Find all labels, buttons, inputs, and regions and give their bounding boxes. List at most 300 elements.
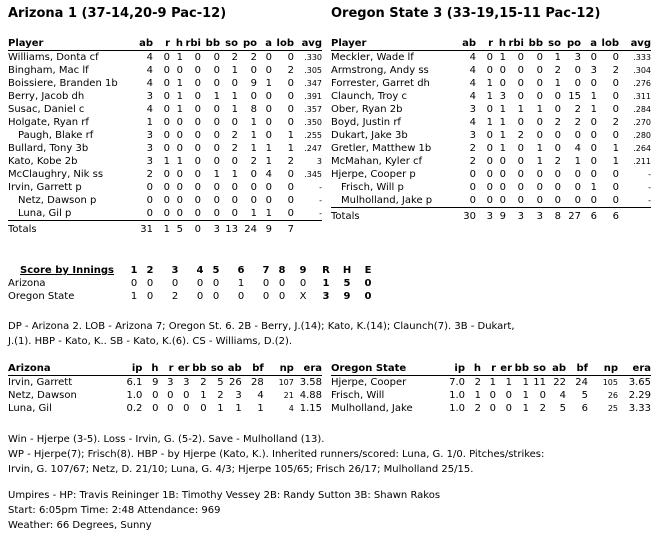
stat-so: 0	[554, 143, 561, 154]
stat-bb: 0	[213, 208, 220, 219]
stat-a: 0	[590, 130, 597, 141]
stat-po: 1	[250, 208, 257, 219]
inning-6-score: 0	[237, 291, 245, 302]
pitch-stat-bf: 4	[257, 390, 264, 401]
pitching-header-ab: ab	[227, 363, 242, 374]
inning-6-score: 1	[237, 278, 245, 289]
stat-h: 1	[499, 104, 506, 115]
inning-7-score: 0	[262, 291, 270, 302]
player-name: Dukart, Jake 3b	[331, 130, 408, 141]
player-name: Forrester, Garret dh	[331, 78, 430, 89]
stat-avg: .391	[304, 92, 322, 101]
stat-ab: 0	[146, 195, 153, 206]
player-row	[331, 77, 651, 90]
player-name: Gretler, Matthew 1b	[331, 143, 432, 154]
stat-bb: 1	[536, 143, 543, 154]
inning-9-score: X	[299, 291, 307, 302]
stat-po: 1	[574, 156, 581, 167]
stat-r: 0	[486, 52, 493, 63]
stat-ab: 0	[469, 182, 476, 193]
stat-a: 1	[265, 143, 272, 154]
stat-bb: 1	[213, 169, 220, 180]
column-header-so: so	[225, 38, 238, 49]
total-ab: 30	[463, 211, 476, 222]
column-header-bb: bb	[205, 38, 220, 49]
stat-ab: 3	[146, 91, 153, 102]
column-header-Player: Player	[331, 38, 367, 49]
pitcher-row	[8, 402, 322, 415]
pitch-stat-era: 2.29	[628, 390, 651, 401]
pitch-stat-era: 4.88	[299, 390, 322, 401]
stat-r: 0	[486, 143, 493, 154]
stat-so: 0	[554, 182, 561, 193]
totals-label: Totals	[331, 211, 360, 222]
stat-h: 1	[176, 78, 183, 89]
pitch-stat-r: 0	[167, 390, 174, 401]
stat-h: 0	[176, 182, 183, 193]
inning-2-score: 0	[146, 291, 154, 302]
home-pitching-table	[331, 362, 651, 415]
pitch-stat-r: 0	[167, 403, 174, 414]
total-ab: 31	[140, 224, 153, 235]
player-name: Susac, Daniel c	[8, 104, 85, 115]
pitch-stat-ab: 22	[553, 377, 566, 388]
stat-r: 0	[486, 65, 493, 76]
stat-so: 1	[231, 104, 238, 115]
column-header-avg: avg	[301, 38, 322, 49]
stat-r: 0	[163, 208, 170, 219]
stat-a: 0	[265, 195, 272, 206]
column-header-lob: lob	[601, 38, 619, 49]
pitching-header-h: h	[473, 363, 481, 374]
stat-lob: 0	[287, 195, 294, 206]
pitch-stat-h: 2	[474, 377, 481, 388]
stat-rbi: 0	[194, 65, 201, 76]
stat-avg: .270	[633, 118, 651, 127]
stat-ab: 4	[469, 65, 476, 76]
stat-avg: .264	[633, 144, 651, 153]
stat-po: 2	[250, 52, 257, 63]
stat-h: 0	[176, 208, 183, 219]
start-time-line: Start: 6:05pm Time: 2:48 Attendance: 969	[8, 505, 221, 516]
pitching-summary-line-1: Win - Hjerpe (3-5). Loss - Irvin, G. (5-2). Save - Mulholland (13).	[8, 434, 325, 445]
inning-header-6: 6	[237, 265, 245, 276]
stat-po: 1	[250, 117, 257, 128]
total-r: 3	[486, 211, 493, 222]
stat-rbi: 0	[194, 52, 201, 63]
stat-r: 0	[486, 104, 493, 115]
stat-avg: .276	[633, 79, 651, 88]
player-row	[331, 194, 651, 208]
inning-header-5: 5	[212, 265, 220, 276]
stat-bb: 0	[213, 117, 220, 128]
stat-rbi: 0	[517, 78, 524, 89]
stat-so: 2	[554, 65, 561, 76]
column-header-h: h	[498, 38, 506, 49]
player-name: Holgate, Ryan rf	[8, 117, 89, 128]
column-header-avg: avg	[630, 38, 651, 49]
stat-lob: 1	[287, 130, 294, 141]
stat-po: 0	[574, 130, 581, 141]
stat-ab: 4	[469, 91, 476, 102]
stat-so: 1	[231, 65, 238, 76]
total-lob: 7	[287, 224, 294, 235]
stat-rbi: 0	[517, 65, 524, 76]
stat-lob: 0	[287, 169, 294, 180]
inning-1-score: 0	[130, 278, 138, 289]
stat-ab: 0	[146, 182, 153, 193]
stat-a: 1	[265, 208, 272, 219]
inning-3-score: 2	[171, 291, 179, 302]
total-rbi: 3	[517, 211, 524, 222]
pitch-stat-bb: 1	[200, 390, 207, 401]
stat-lob: 0	[612, 78, 619, 89]
stat-lob: 0	[287, 117, 294, 128]
stat-so: 1	[554, 78, 561, 89]
player-name: Irvin, Garrett p	[8, 182, 82, 193]
stat-h: 0	[499, 156, 506, 167]
pitching-header-so: so	[210, 363, 224, 374]
player-row	[8, 103, 322, 116]
inning-8-score: 0	[278, 291, 286, 302]
stat-rbi: 0	[194, 78, 201, 89]
stat-avg: .255	[304, 131, 322, 140]
stat-rbi: 0	[194, 195, 201, 206]
stat-bb: 0	[536, 130, 543, 141]
errors-total: 0	[364, 291, 372, 302]
player-name: Frisch, Will p	[341, 182, 404, 193]
stat-bb: 0	[213, 65, 220, 76]
inning-9-score: 0	[299, 278, 307, 289]
stat-ab: 4	[146, 52, 153, 63]
stat-po: 0	[250, 195, 257, 206]
pitching-header-h: h	[151, 363, 159, 374]
stat-po: 0	[250, 169, 257, 180]
stat-ab: 3	[146, 130, 153, 141]
stat-po: 0	[574, 195, 581, 206]
player-row	[8, 90, 322, 103]
stat-r: 0	[163, 52, 170, 63]
stat-so: 2	[231, 143, 238, 154]
pitching-header-bf: bf	[576, 363, 588, 374]
player-name: Bullard, Tony 3b	[8, 143, 89, 154]
stat-a: 0	[265, 182, 272, 193]
stat-bb: 0	[213, 52, 220, 63]
player-name: Williams, Donta cf	[8, 52, 99, 63]
team-name: Oregon State	[8, 291, 75, 302]
stat-so: 0	[554, 130, 561, 141]
stat-lob: 0	[612, 91, 619, 102]
stat-avg: .304	[633, 66, 651, 75]
stat-r: 1	[486, 117, 493, 128]
stat-a: 1	[590, 104, 597, 115]
stat-avg: -	[648, 196, 651, 205]
home-batting-header	[331, 37, 651, 51]
player-row	[8, 51, 322, 65]
stat-a: 1	[590, 91, 597, 102]
score-by-innings-table	[8, 264, 378, 303]
stat-ab: 4	[146, 104, 153, 115]
stat-po: 1	[250, 143, 257, 154]
away-pitching-body	[8, 376, 322, 416]
pitch-stat-ab: 3	[235, 390, 242, 401]
player-row	[331, 168, 651, 181]
pitcher-name: Hjerpe, Cooper	[331, 377, 407, 388]
stat-a: 4	[265, 169, 272, 180]
inning-header-E: E	[364, 265, 372, 276]
stat-h: 1	[176, 104, 183, 115]
stat-po: 0	[250, 182, 257, 193]
stat-so: 0	[231, 182, 238, 193]
stat-so: 0	[231, 156, 238, 167]
stat-rbi: 1	[517, 104, 524, 115]
stat-ab: 4	[469, 117, 476, 128]
total-bb: 3	[213, 224, 220, 235]
pitch-stat-np: 26	[607, 391, 618, 400]
stat-h: 0	[176, 130, 183, 141]
pitcher-name: Luna, Gil	[8, 403, 52, 414]
pitch-stat-ip: 1.0	[449, 390, 465, 401]
stat-r: 1	[486, 78, 493, 89]
stat-so: 0	[231, 117, 238, 128]
stat-a: 0	[590, 78, 597, 89]
team-name: Arizona	[8, 278, 46, 289]
column-header-so: so	[548, 38, 561, 49]
inning-4-score: 0	[196, 278, 204, 289]
player-name: Ober, Ryan 2b	[331, 104, 403, 115]
stat-a: 0	[265, 52, 272, 63]
stat-po: 8	[250, 104, 257, 115]
stat-h: 1	[499, 130, 506, 141]
pitch-stat-np: 25	[607, 404, 618, 413]
stat-po: 9	[250, 78, 257, 89]
stat-rbi: 0	[194, 143, 201, 154]
player-row	[331, 181, 651, 194]
stat-so: 2	[231, 52, 238, 63]
stat-ab: 3	[146, 143, 153, 154]
pitcher-name: Netz, Dawson	[8, 390, 77, 401]
stat-avg: -	[319, 183, 322, 192]
pitch-stat-ab: 26	[228, 377, 242, 388]
stat-rbi: 0	[194, 117, 201, 128]
total-so: 8	[554, 211, 561, 222]
home-pitching-header	[331, 362, 651, 376]
pitch-stat-er: 0	[183, 403, 190, 414]
inning-3-score: 0	[171, 278, 179, 289]
column-header-r: r	[488, 38, 493, 49]
stat-bb: 0	[213, 143, 220, 154]
stat-a: 1	[590, 182, 597, 193]
player-name: Bingham, Mac lf	[8, 65, 89, 76]
stat-so: 2	[554, 117, 561, 128]
stat-r: 0	[163, 91, 170, 102]
stat-avg: .247	[304, 144, 322, 153]
stat-bb: 0	[536, 169, 543, 180]
pitch-stat-bb: 1	[522, 403, 529, 414]
pitch-stat-np: 4	[288, 404, 294, 413]
pitching-header-np: np	[279, 363, 294, 374]
inning-7-score: 0	[262, 278, 270, 289]
pitch-stat-ip: 7.0	[449, 377, 465, 388]
inning-4-score: 0	[196, 291, 204, 302]
stat-so: 0	[231, 195, 238, 206]
pitching-header-ip: ip	[131, 363, 143, 374]
total-lob: 6	[612, 211, 619, 222]
player-row	[8, 116, 322, 129]
stat-lob: 0	[612, 104, 619, 115]
hits-total: 9	[343, 291, 351, 302]
player-name: McClaughry, Nik ss	[8, 169, 104, 180]
stat-so: 0	[231, 208, 238, 219]
player-name: Boissiere, Branden 1b	[8, 78, 118, 89]
stat-h: 3	[499, 91, 506, 102]
pitch-stat-ip: 1.0	[449, 403, 465, 414]
pitching-header-bb: bb	[192, 363, 207, 374]
player-name: Luna, Gil p	[18, 208, 72, 219]
player-row	[331, 129, 651, 142]
stat-r: 0	[163, 130, 170, 141]
total-h: 9	[499, 211, 506, 222]
away-batting-table	[8, 37, 322, 236]
stat-po: 0	[574, 169, 581, 180]
score-by-innings-title: Score by Innings	[20, 265, 114, 276]
column-header-po: po	[566, 38, 581, 49]
score-by-innings-header	[8, 264, 378, 277]
player-name: Netz, Dawson p	[18, 195, 97, 206]
pitch-stat-bb: 2	[200, 377, 207, 388]
stat-bb: 0	[213, 78, 220, 89]
stat-rbi: 0	[194, 130, 201, 141]
stat-h: 0	[499, 182, 506, 193]
stat-h: 0	[499, 195, 506, 206]
inning-5-score: 0	[212, 278, 220, 289]
stat-po: 0	[574, 78, 581, 89]
stat-bb: 0	[536, 91, 543, 102]
total-avg	[294, 221, 322, 237]
stat-po: 2	[574, 117, 581, 128]
pitch-stat-so: 2	[217, 390, 224, 401]
score-row	[8, 290, 378, 303]
stat-so: 0	[554, 195, 561, 206]
inning-header-7: 7	[262, 265, 270, 276]
away-batting-header	[8, 37, 322, 51]
player-row	[331, 155, 651, 168]
inning-2-score: 0	[146, 278, 154, 289]
stat-po: 0	[574, 65, 581, 76]
totals-row	[8, 221, 322, 237]
stat-bb: 0	[213, 182, 220, 193]
stat-lob: 0	[287, 91, 294, 102]
stat-a: 0	[265, 91, 272, 102]
stat-r: 0	[163, 78, 170, 89]
player-row	[8, 207, 322, 221]
stat-po: 2	[574, 104, 581, 115]
stat-ab: 2	[469, 143, 476, 154]
player-row	[331, 116, 651, 129]
stat-ab: 3	[469, 104, 476, 115]
pitch-stat-er: 0	[505, 390, 512, 401]
column-header-rbi: rbi	[185, 38, 201, 49]
stat-lob: 0	[287, 104, 294, 115]
stat-ab: 4	[146, 65, 153, 76]
stat-so: 1	[231, 91, 238, 102]
pitching-summary-line-3: Irvin, G. 107/67; Netz, D. 21/10; Luna, G. 4/3; Hjerpe 105/65; Frisch 26/17; Mulholland 25/15.	[8, 464, 474, 475]
stat-avg: .357	[304, 105, 322, 114]
pitch-stat-r: 0	[489, 403, 496, 414]
player-row	[8, 155, 322, 168]
stat-h: 1	[499, 117, 506, 128]
stat-r: 0	[486, 130, 493, 141]
stat-avg: -	[648, 170, 651, 179]
game-notes-line-2: J.(1). HBP - Kato, K.. SB - Kato, K.(6). CS - Williams, D.(2).	[8, 336, 293, 347]
stat-lob: 0	[612, 195, 619, 206]
pitch-stat-np: 105	[602, 378, 618, 387]
stat-po: 0	[250, 65, 257, 76]
stat-ab: 2	[146, 169, 153, 180]
stat-lob: 0	[612, 182, 619, 193]
pitch-stat-ip: 0.2	[126, 403, 143, 414]
pitch-stat-h: 0	[152, 403, 159, 414]
pitching-header-np: np	[603, 363, 618, 374]
pitch-stat-bf: 5	[581, 390, 588, 401]
pitcher-name: Mulholland, Jake	[331, 403, 413, 414]
stat-ab: 0	[469, 169, 476, 180]
stat-po: 2	[250, 156, 257, 167]
stat-lob: 2	[612, 65, 619, 76]
pitching-header-er: er	[500, 363, 512, 374]
stat-ab: 4	[469, 78, 476, 89]
stat-a: 1	[265, 78, 272, 89]
stat-r: 0	[163, 65, 170, 76]
pitch-stat-bf: 6	[581, 403, 588, 414]
away-batting-body	[8, 51, 322, 237]
stat-lob: 1	[287, 143, 294, 154]
stat-bb: 0	[536, 117, 543, 128]
stat-lob: 0	[287, 52, 294, 63]
total-h: 5	[176, 224, 183, 235]
stat-rbi: 0	[517, 91, 524, 102]
player-name: Berry, Jacob dh	[8, 91, 85, 102]
stat-h: 1	[176, 156, 183, 167]
player-row	[8, 168, 322, 181]
player-row	[8, 129, 322, 142]
pitching-header-so: so	[533, 363, 546, 374]
umpires-line: Umpires - HP: Travis Reininger 1B: Timothy Vessey 2B: Randy Sutton 3B: Shawn Rakos	[8, 490, 441, 501]
stat-h: 0	[499, 169, 506, 180]
stat-r: 0	[163, 195, 170, 206]
stat-lob: 0	[612, 52, 619, 63]
stat-a: 0	[590, 143, 597, 154]
inning-header-1: 1	[130, 265, 138, 276]
total-a: 6	[590, 211, 597, 222]
pitcher-row	[331, 376, 651, 390]
stat-so: 0	[231, 78, 238, 89]
player-row	[331, 51, 651, 65]
stat-lob: 1	[612, 143, 619, 154]
column-header-ab: ab	[139, 38, 153, 49]
pitching-header-era: era	[632, 363, 651, 374]
player-name: Kato, Kobe 2b	[8, 156, 78, 167]
stat-bb: 0	[536, 52, 543, 63]
pitcher-row	[8, 376, 322, 390]
total-a: 9	[265, 224, 272, 235]
home-team-title: Oregon State 3 (33-19,15-11 Pac-12)	[331, 6, 601, 21]
stat-h: 0	[176, 117, 183, 128]
inning-header-8: 8	[278, 265, 286, 276]
stat-po: 0	[574, 182, 581, 193]
player-row	[8, 142, 322, 155]
stat-bb: 0	[536, 182, 543, 193]
